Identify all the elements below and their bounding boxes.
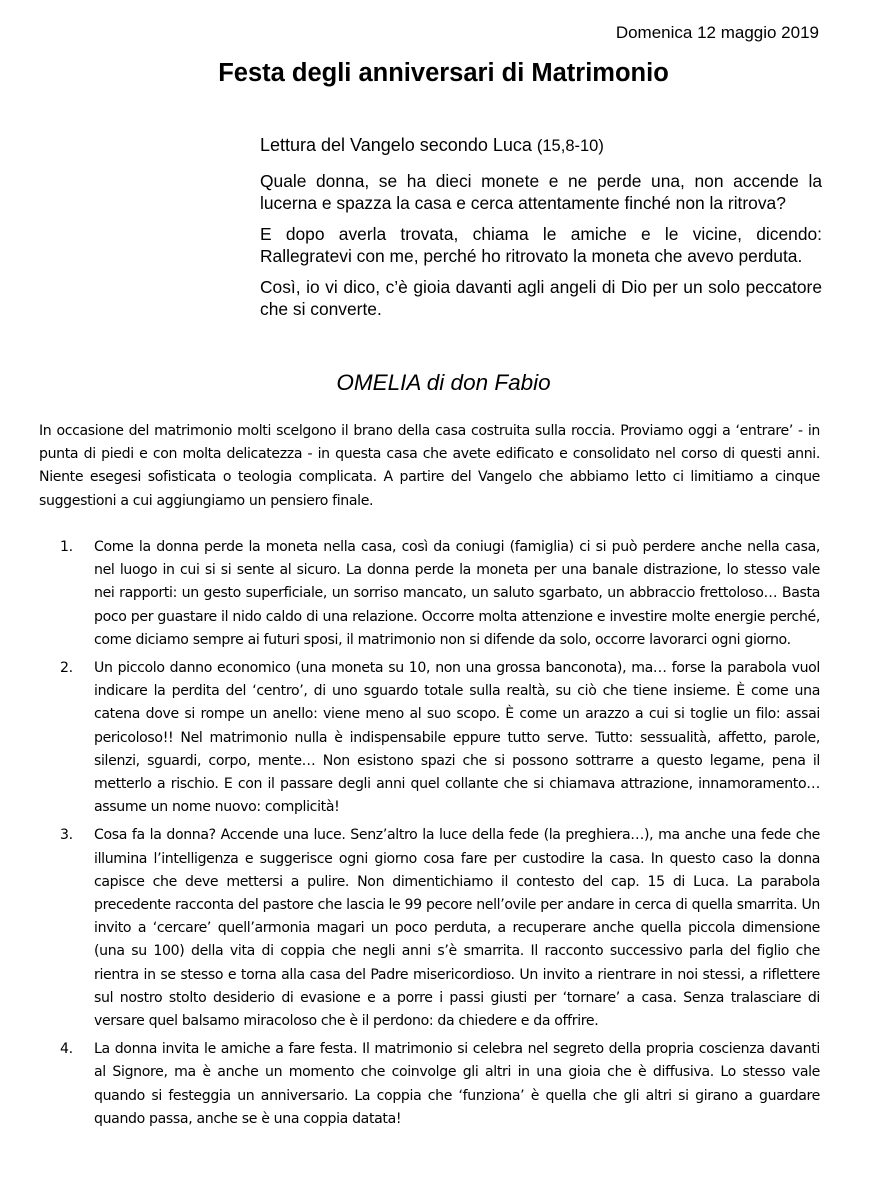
homily-title: OMELIA di don Fabio <box>336 370 551 395</box>
list-item <box>39 657 820 819</box>
reading-paragraph: E dopo averla trovata, chiama le amiche e le vicine, dicendo: Rallegratevi con me, perché ho ritrovato la moneta che avevo perduta. <box>260 224 822 266</box>
list-item-number: 2. <box>60 660 73 677</box>
list-item <box>39 536 820 652</box>
document-date: Domenica 12 maggio 2019 <box>615 23 819 42</box>
list-item-text: La donna invita le amiche a fare festa. Il matrimonio si celebra nel segreto della propria coscienza davanti al Signore, ma è anche un momento che coinvolge gli altri in una gioia che è diffusiva. Lo stesso vale quando si festeggia un anniversario. La coppia che ‘funziona’ è quella che gli altri si girano a guardare quando passa, anche se è una coppia datata! <box>94 1041 820 1127</box>
list-item-text: Un piccolo danno economico (una moneta su 10, non una grossa banconota), ma… forse la parabola vuol indicare la perdita del ‘centro’, di uno sguardo totale sulla realtà, su ciò che tiene insieme. È come una catena dove si rompe un anello: viene meno al suo scopo. È come un arazzo a cui si toglie un filo: assai pericoloso!! Nel matrimonio nulla è indispensabile eppure tutto serve. Tutto: sessualità, affetto, parole, silenzi, sguardi, corpo, mente… Non esistono spazi che si possono sottrarre a questo legame, pena il metterlo a rischio. E con il passare degli anni quel collante che si chiamava attrazione, innamoramento… assume un nome nuovo: complicità! <box>94 660 820 816</box>
reading-paragraph: Quale donna, se ha dieci monete e ne perde una, non accende la lucerna e spazza la casa e cerca attentamente finché non la ritrova? <box>260 171 822 213</box>
list-item-text: Cosa fa la donna? Accende una luce. Senz’altro la luce della fede (la preghiera…), ma anche una fede che illumina l’intelligenza e suggerisce ogni giorno cosa fare per custodire la casa. In questo caso la donna capisce che deve mettersi a pulire. Non dimentichiamo il contesto del cap. 15 di Luca. La parabola precedente racconta del pastore che lascia le 99 pecore nell’ovile per andare in cerca di quella smarrita. Un invito a ‘cercare’ quell’armonia magari un poco perduta, a recuperare anche quella piccola dimensione (una su 100) della vita di coppia che negli anni s’è smarrita. Il racconto successivo parla del figlio che rientra in se stesso e torna alla casa del Padre misericordioso. Un invito a rientrare in noi stessi, a riflettere sul nostro stolto desiderio di evasione e a porre i passi giusti per ‘tornare’ a casa. Senza tralasciare di versare quel balsamo miracoloso che è il perdono: da chiedere e da offrire. <box>94 827 820 1030</box>
reading-heading <box>260 133 822 158</box>
homily-points-list <box>39 536 820 1136</box>
document-title: Festa degli anniversari di Matrimonio <box>218 59 669 87</box>
homily-intro <box>39 420 820 513</box>
reading-paragraph: Così, io vi dico, c’è gioia davanti agli angeli di Dio per un solo peccatore che si converte. <box>260 277 822 319</box>
list-item <box>39 824 820 1033</box>
intro-paragraph: In occasione del matrimonio molti scelgono il brano della casa costruita sulla roccia. Proviamo oggi a ‘entrare’ - in punta di piedi e con molta delicatezza - in questa casa che avete edificato e consolidato nel corso di questi anni. Niente esegesi sofisticata o teologia complicata. A partire del Vangelo che abbiamo letto ci limitiamo a cinque suggestioni a cui aggiungiamo un pensiero finale. <box>39 423 820 509</box>
gospel-reading <box>260 133 822 329</box>
reading-reference: (15,8-10) <box>536 137 604 155</box>
list-item-text: Come la donna perde la moneta nella casa, così da coniugi (famiglia) ci si può perdere anche nella casa, nel luogo in cui si si sente al sicuro. La donna perde la moneta per una banale distrazione, lo stesso vale nei rapporti: un gesto superficiale, un sorriso mancato, un saluto sgarbato, un abbraccio frettoloso… Basta poco per guastare il nido caldo di una relazione. Occorre molta attenzione e investire molte energie perché, come diciamo sempre ai futuri sposi, il matrimonio non si difende da solo, occorre lavorarci ogni giorno. <box>94 539 820 648</box>
list-item-number: 4. <box>60 1041 73 1058</box>
list-item-number: 3. <box>60 827 73 844</box>
list-item <box>39 1038 820 1131</box>
list-item-number: 1. <box>60 539 73 555</box>
reading-title: Lettura del Vangelo secondo Luca <box>260 135 532 155</box>
